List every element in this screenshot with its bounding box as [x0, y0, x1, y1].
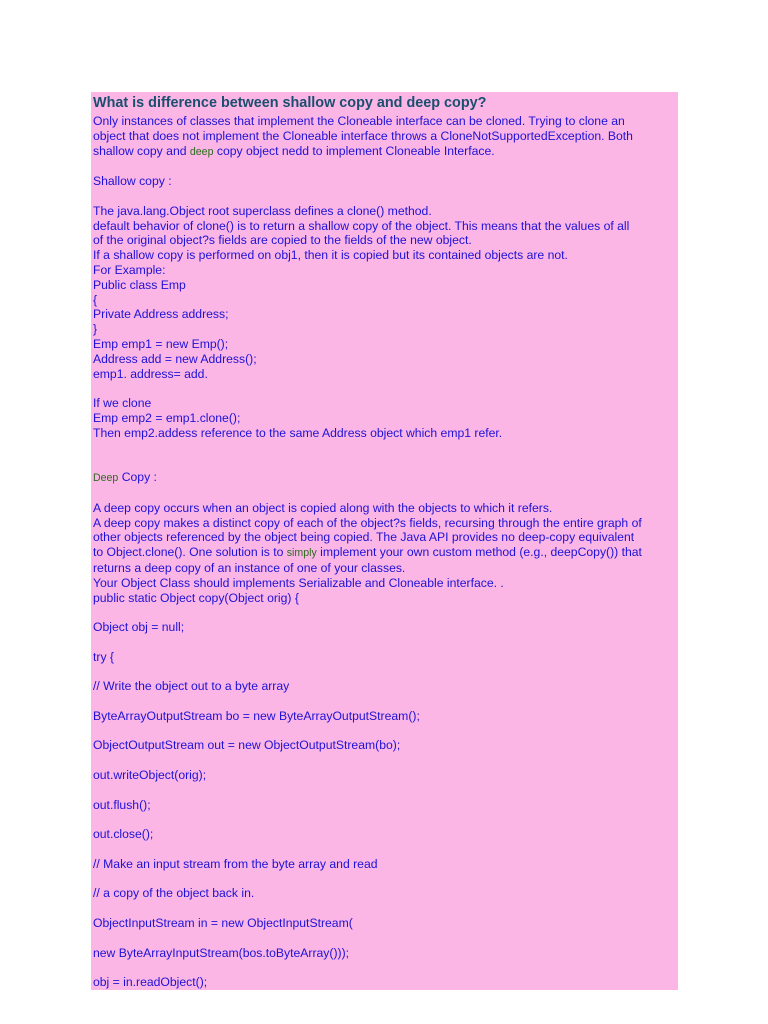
- blank-line: [93, 724, 676, 739]
- blank-line: [93, 783, 676, 798]
- text-line: new ByteArrayInputStream(bos.toByteArray()));: [93, 945, 350, 960]
- text-line: object that does not implement the Cloneable interface throws a CloneNotSupportedException. Both: [93, 128, 633, 143]
- text-line: out.flush();: [93, 797, 151, 812]
- text-line: A deep copy makes a distinct copy of each of the object?s fields, recursing through the entire graph of: [93, 515, 642, 530]
- document-title: What is difference between shallow copy and deep copy?: [93, 95, 487, 111]
- text-line: A deep copy occurs when an object is copied along with the objects to which it refers.: [93, 500, 553, 515]
- blank-line: [93, 381, 676, 396]
- text-line: [93, 144, 676, 160]
- text-segment: implement your own custom method (e.g., deepCopy()) that: [316, 545, 642, 560]
- blank-line: [93, 901, 676, 916]
- text-line: returns a deep copy of an instance of one of your classes.: [93, 560, 406, 575]
- document-body: [93, 114, 676, 990]
- text-line: out.close();: [93, 827, 154, 842]
- text-line: out.writeObject(orig);: [93, 768, 207, 783]
- blank-line: [93, 455, 676, 470]
- text-line: [93, 545, 676, 561]
- blank-line: [93, 694, 676, 709]
- text-line: // Write the object out to a byte array: [93, 679, 290, 694]
- text-line: emp1. address= add.: [93, 366, 208, 381]
- text-line: Object obj = null;: [93, 620, 185, 635]
- text-line: Your Object Class should implements Serializable and Cloneable interface. .: [93, 575, 504, 590]
- text-line: ObjectOutputStream out = new ObjectOutputStream(bo);: [93, 738, 401, 753]
- text-line: obj = in.readObject();: [93, 975, 208, 990]
- blank-line: [93, 872, 676, 887]
- text-line: public static Object copy(Object orig) {: [93, 590, 299, 605]
- text-line: }: [93, 322, 98, 337]
- blank-line: [93, 605, 676, 620]
- blank-line: [93, 960, 676, 975]
- text-line: Emp emp2 = emp1.clone();: [93, 410, 241, 425]
- text-line: The java.lang.Object root superclass defines a clone() method.: [93, 203, 432, 218]
- blank-line: [93, 189, 676, 204]
- text-line: Public class Emp: [93, 277, 186, 292]
- text-line: Shallow copy :: [93, 174, 172, 189]
- text-line: Emp emp1 = new Emp();: [93, 336, 229, 351]
- text-line: ByteArrayOutputStream bo = new ByteArrayOutputStream();: [93, 708, 420, 723]
- highlighted-word: deep: [189, 145, 214, 158]
- text-line: If a shallow copy is performed on obj1, then it is copied but its contained objects are not.: [93, 248, 568, 263]
- text-line: For Example:: [93, 262, 166, 277]
- text-line: Private Address address;: [93, 307, 229, 322]
- text-segment: shallow copy and: [93, 143, 190, 158]
- text-segment: copy object nedd to implement Cloneable Interface.: [213, 143, 495, 158]
- text-segment: Copy :: [118, 470, 157, 485]
- highlighted-word: simply: [286, 547, 317, 560]
- text-line: [93, 470, 676, 486]
- text-line: other objects referenced by the object being copied. The Java API provides no deep-copy equivalent: [93, 530, 635, 545]
- blank-line: [93, 441, 676, 456]
- text-line: {: [93, 292, 98, 307]
- text-line: // Make an input stream from the byte array and read: [93, 856, 378, 871]
- text-line: try {: [93, 649, 114, 664]
- text-line: If we clone: [93, 396, 152, 411]
- text-line: of the original object?s fields are copied to the fields of the new object.: [93, 233, 472, 248]
- text-line: ObjectInputStream in = new ObjectInputStream(: [93, 916, 353, 931]
- blank-line: [93, 842, 676, 857]
- document-content: [91, 92, 678, 990]
- highlighted-word: Deep: [93, 472, 119, 485]
- text-line: default behavior of clone() is to return a shallow copy of the object. This means that the values of all: [93, 218, 630, 233]
- blank-line: [93, 635, 676, 650]
- text-line: Address add = new Address();: [93, 351, 257, 366]
- document-page: [91, 92, 678, 990]
- text-segment: to Object.clone(). One solution is to: [93, 545, 287, 560]
- blank-line: [93, 812, 676, 827]
- blank-line: [93, 931, 676, 946]
- text-line: Then emp2.addess reference to the same Address object which emp1 refer.: [93, 425, 503, 440]
- blank-line: [93, 159, 676, 174]
- blank-line: [93, 753, 676, 768]
- blank-line: [93, 486, 676, 501]
- blank-line: [93, 664, 676, 679]
- text-line: Only instances of classes that implement the Cloneable interface can be cloned. Trying to clone an: [93, 114, 625, 128]
- text-line: // a copy of the object back in.: [93, 886, 255, 901]
